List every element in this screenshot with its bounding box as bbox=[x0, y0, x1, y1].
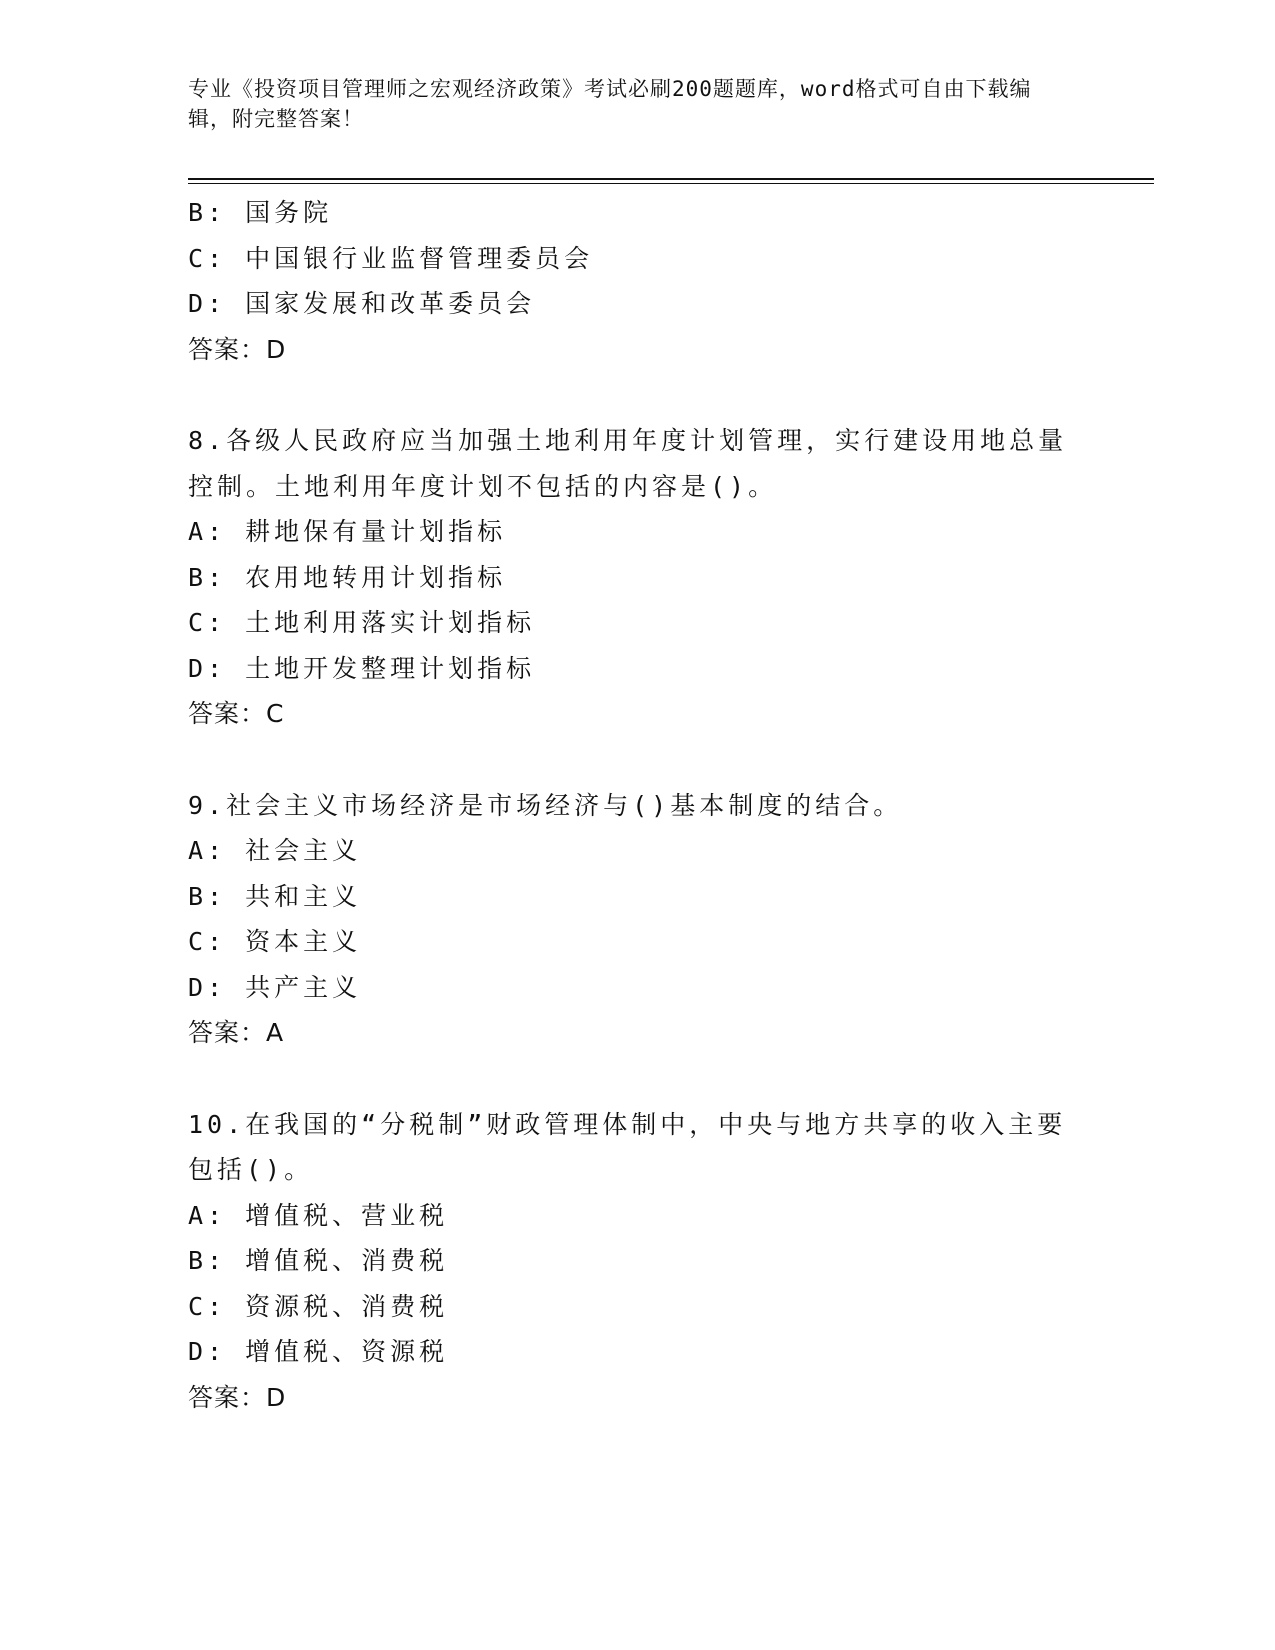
option-d: D: 土地开发整理计划指标 bbox=[188, 653, 536, 683]
document-header: 专业《投资项目管理师之宏观经济政策》考试必刷200题题库，word格式可自由下载编辑，附完整答案！ bbox=[188, 77, 1032, 131]
question-9 bbox=[188, 783, 1088, 1056]
question-list bbox=[188, 190, 1088, 1420]
spacer bbox=[188, 1056, 1088, 1102]
question-stem-line: 8.各级人民政府应当加强土地利用年度计划管理，实行建设用地总量 bbox=[188, 426, 1068, 455]
question-stem-line: 控制。土地利用年度计划不包括的内容是()。 bbox=[188, 471, 778, 501]
option-d: D: 增值税、资源税 bbox=[188, 1337, 449, 1366]
question-8 bbox=[188, 418, 1088, 737]
question-stem-line: 包括()。 bbox=[188, 1155, 314, 1184]
option-b: B: 共和主义 bbox=[188, 881, 362, 911]
option-a: A: 增值税、营业税 bbox=[188, 1200, 449, 1230]
answer-line: 答案：D bbox=[188, 334, 287, 364]
answer-line: 答案：A bbox=[188, 1018, 285, 1047]
spacer bbox=[188, 372, 1088, 418]
option-d: D: 共产主义 bbox=[188, 972, 362, 1002]
option-b: B: 农用地转用计划指标 bbox=[188, 562, 507, 592]
header-divider-thick bbox=[188, 178, 1154, 180]
option-c: C: 资源税、消费税 bbox=[188, 1291, 449, 1321]
option-a: A: 耕地保有量计划指标 bbox=[188, 517, 507, 546]
answer-line: 答案：D bbox=[188, 1382, 287, 1412]
question-stem-line: 10.在我国的“分税制”财政管理体制中，中央与地方共享的收入主要 bbox=[188, 1109, 1067, 1139]
header-divider-thin bbox=[188, 183, 1154, 184]
question-7-continued bbox=[188, 190, 1088, 372]
question-stem-line: 9.社会主义市场经济是市场经济与()基本制度的结合。 bbox=[188, 790, 903, 820]
spacer bbox=[188, 737, 1088, 783]
option-d: D: 国家发展和改革委员会 bbox=[188, 289, 536, 318]
option-b: B: 增值税、消费税 bbox=[188, 1246, 449, 1275]
option-c: C: 中国银行业监督管理委员会 bbox=[188, 243, 594, 273]
option-c: C: 土地利用落实计划指标 bbox=[188, 608, 536, 637]
question-10 bbox=[188, 1102, 1088, 1421]
option-a: A: 社会主义 bbox=[188, 836, 362, 865]
option-c: C: 资本主义 bbox=[188, 927, 362, 956]
answer-line: 答案：C bbox=[188, 699, 285, 728]
option-b: B: 国务院 bbox=[188, 198, 333, 227]
